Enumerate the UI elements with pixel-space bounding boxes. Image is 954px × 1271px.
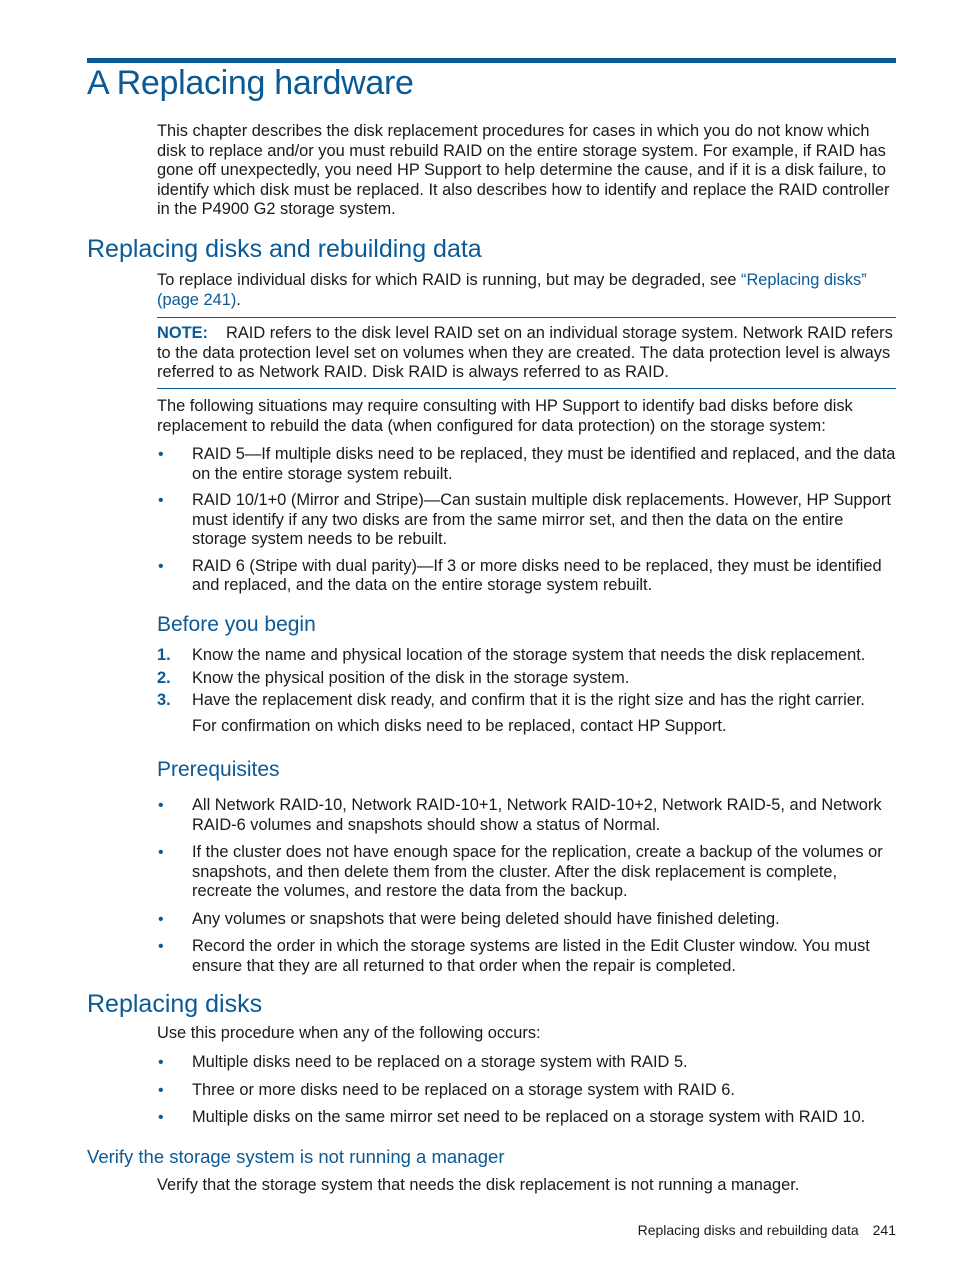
- verify-text: Verify that the storage system that needs the disk replacement is not running a manager.: [157, 1176, 800, 1194]
- list-item-text: Record the order in which the storage systems are listed in the Edit Cluster window. You must ensure that they are all returned to that order when the repair is completed.: [192, 937, 870, 975]
- replacing-disks-intro: Use this procedure when any of the following occurs:: [157, 1024, 541, 1042]
- footer-section-title: Replacing disks and rebuilding data: [637, 1222, 859, 1238]
- note-box: [157, 317, 896, 389]
- list-item: [157, 557, 896, 596]
- intro-text: To replace individual disks for which RAID is running, but may be degraded, see: [157, 271, 741, 289]
- list-item-text: Multiple disks need to be replaced on a storage system with RAID 5.: [192, 1053, 688, 1071]
- list-item: [157, 691, 896, 711]
- list-item: [157, 669, 896, 689]
- list-item: [157, 491, 896, 550]
- section-intro: [157, 271, 896, 310]
- intro-period: .: [236, 290, 241, 309]
- prerequisites-list: [157, 796, 896, 976]
- list-item: [157, 843, 896, 902]
- list-item: [157, 1108, 896, 1128]
- list-item: [157, 1053, 896, 1073]
- list-item: [157, 796, 896, 835]
- list-item: [157, 937, 896, 976]
- list-item-text: If the cluster does not have enough space for the replication, create a backup of the volumes or snapshots, and then delete them from the cluster. After the disk replacement is complete, recreate the volumes, and restore the data from the backup.: [192, 843, 883, 900]
- note-label: NOTE:: [157, 324, 208, 342]
- replacing-disks-link[interactable]: “Replacing disks” (page 241): [157, 271, 867, 309]
- chapter-title: A Replacing hardware: [87, 64, 414, 102]
- section-heading-replacing-disks: Replacing disks: [87, 990, 263, 1018]
- subheading-verify-manager: Verify the storage system is not running a manager: [87, 1146, 505, 1167]
- section-heading-replacing-disks-rebuilding: Replacing disks and rebuilding data: [87, 235, 482, 263]
- chapter-intro: This chapter describes the disk replacement procedures for cases in which you do not know which disk to replace and/or you must rebuild RAID on the entire storage system. For example, if RAID has gone off unexpectedly, you need HP Support to help determine the cause, and if it is a disk failure, to identify which disk must be replaced. It also describes how to identify and replace the RAID controller in the P4900 G2 storage system.: [157, 122, 890, 218]
- list-item: [157, 910, 896, 930]
- list-item-text: Multiple disks on the same mirror set need to be replaced on a storage system with RAID 10.: [192, 1108, 866, 1126]
- list-item: [157, 646, 896, 666]
- list-item: [157, 445, 896, 484]
- list-item-text: RAID 10/1+0 (Mirror and Stripe)—Can sustain multiple disk replacements. However, HP Support must identify if any two disks are from the same mirror set, and then the data on the entire storage system needs to be rebuilt.: [192, 491, 891, 548]
- step-number: 3.: [157, 691, 171, 709]
- step-text: Have the replacement disk ready, and confirm that it is the right size and has the right carrier.: [192, 691, 865, 709]
- chapter-rule: [87, 58, 896, 63]
- situations-list: [157, 445, 896, 596]
- list-item-text: RAID 5—If multiple disks need to be replaced, they must be identified and replaced, and the data on the entire storage system rebuilt.: [192, 445, 896, 483]
- page-footer: [638, 1222, 896, 1238]
- page-number: 241: [872, 1222, 896, 1238]
- list-item: [157, 1081, 896, 1101]
- step-number: 1.: [157, 646, 171, 664]
- subheading-prerequisites: Prerequisites: [157, 758, 280, 781]
- note-text: RAID refers to the disk level RAID set on an individual storage system. Network RAID refers to the data protection level set on volumes when they are created. The data protection level is always referred to as Network RAID. Disk RAID is always referred to as RAID.: [157, 324, 893, 381]
- steps-list: [157, 646, 896, 711]
- step-text: Know the physical position of the disk in the storage system.: [192, 668, 630, 687]
- replacing-disks-list: [157, 1053, 896, 1128]
- step-followup: For confirmation on which disks need to be replaced, contact HP Support.: [192, 717, 727, 735]
- list-item-text: RAID 6 (Stripe with dual parity)—If 3 or more disks need to be replaced, they must be identified and replaced, and the data on the entire storage system rebuilt.: [192, 556, 882, 594]
- list-item-text: Three or more disks need to be replaced on a storage system with RAID 6.: [192, 1080, 735, 1099]
- subheading-before-you-begin: Before you begin: [157, 613, 316, 636]
- list-item-text: Any volumes or snapshots that were being deleted should have finished deleting.: [192, 909, 780, 928]
- list-item-text: All Network RAID-10, Network RAID-10+1, Network RAID-10+2, Network RAID-5, and Network RAID-6 volumes and snapshots should show a status of Normal.: [192, 796, 882, 834]
- step-text: Know the name and physical location of the storage system that needs the disk replacement.: [192, 646, 866, 664]
- situations-intro: The following situations may require consulting with HP Support to identify bad disks before disk replacement to rebuild the data (when configured for data protection) on the storage system:: [157, 397, 853, 435]
- step-number: 2.: [157, 668, 171, 687]
